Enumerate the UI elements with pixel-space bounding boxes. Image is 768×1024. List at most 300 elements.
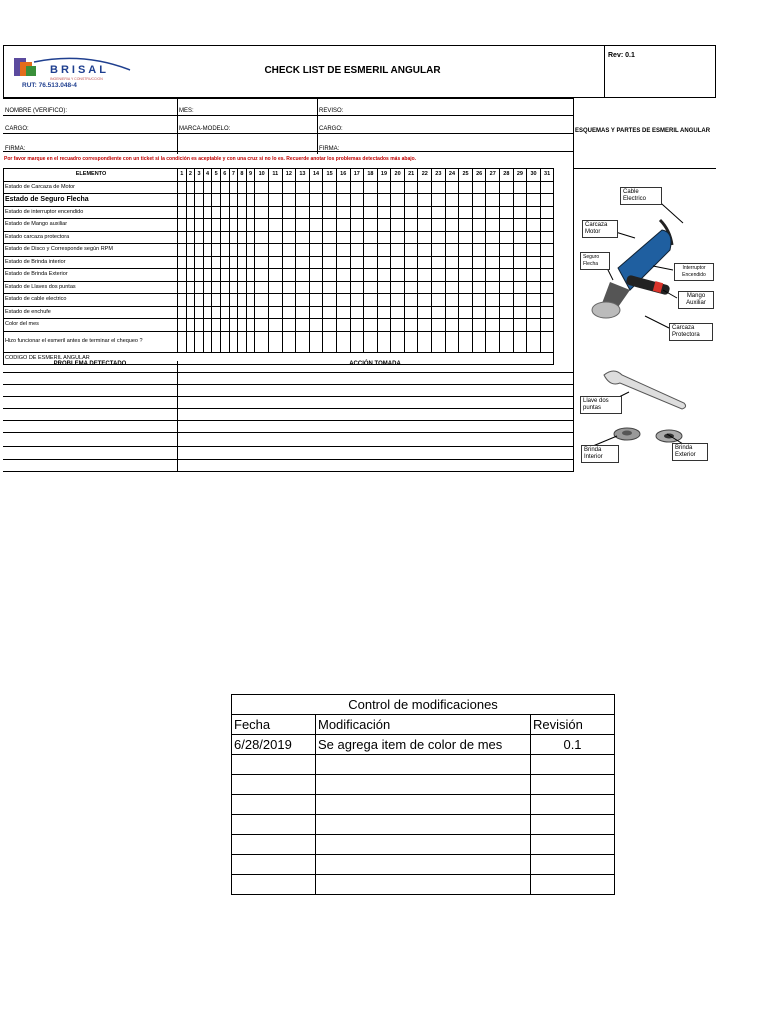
check-cell[interactable] [323,256,337,269]
check-cell[interactable] [472,181,486,194]
check-cell[interactable] [296,194,310,207]
fecha-cell[interactable] [232,755,316,775]
check-cell[interactable] [418,206,432,219]
check-cell[interactable] [195,331,204,352]
check-cell[interactable] [212,244,221,257]
check-cell[interactable] [178,306,187,319]
check-cell[interactable] [540,281,554,294]
check-cell[interactable] [203,306,212,319]
check-cell[interactable] [229,306,238,319]
check-cell[interactable] [513,319,527,332]
check-cell[interactable] [377,194,391,207]
check-cell[interactable] [540,244,554,257]
check-cell[interactable] [309,331,323,352]
check-cell[interactable] [418,244,432,257]
check-cell[interactable] [445,319,459,332]
check-cell[interactable] [186,206,195,219]
check-cell[interactable] [255,256,269,269]
check-cell[interactable] [195,256,204,269]
check-cell[interactable] [255,294,269,307]
check-cell[interactable] [246,231,255,244]
check-cell[interactable] [391,306,405,319]
check-cell[interactable] [309,256,323,269]
check-cell[interactable] [445,294,459,307]
check-cell[interactable] [540,194,554,207]
check-cell[interactable] [323,206,337,219]
check-cell[interactable] [459,219,473,232]
check-cell[interactable] [309,306,323,319]
check-cell[interactable] [445,181,459,194]
check-cell[interactable] [472,269,486,282]
check-cell[interactable] [282,244,296,257]
check-cell[interactable] [513,269,527,282]
check-cell[interactable] [391,181,405,194]
check-cell[interactable] [220,294,229,307]
check-cell[interactable] [229,281,238,294]
check-cell[interactable] [418,331,432,352]
check-cell[interactable] [500,281,514,294]
fecha-cell[interactable] [232,855,316,875]
check-cell[interactable] [296,319,310,332]
check-cell[interactable] [255,219,269,232]
check-cell[interactable] [432,281,446,294]
check-cell[interactable] [212,281,221,294]
check-cell[interactable] [246,294,255,307]
check-cell[interactable] [418,269,432,282]
check-cell[interactable] [246,206,255,219]
check-cell[interactable] [459,194,473,207]
check-cell[interactable] [195,294,204,307]
check-cell[interactable] [391,219,405,232]
check-cell[interactable] [377,231,391,244]
check-cell[interactable] [296,256,310,269]
check-cell[interactable] [238,219,247,232]
check-cell[interactable] [486,256,500,269]
check-cell[interactable] [445,219,459,232]
check-cell[interactable] [238,244,247,257]
check-cell[interactable] [238,181,247,194]
check-cell[interactable] [296,306,310,319]
modificacion-cell[interactable] [316,755,531,775]
check-cell[interactable] [336,194,350,207]
check-cell[interactable] [350,206,364,219]
check-cell[interactable] [203,244,212,257]
check-cell[interactable] [195,206,204,219]
check-cell[interactable] [212,194,221,207]
revision-cell[interactable] [531,755,615,775]
fecha-cell[interactable] [232,795,316,815]
check-cell[interactable] [323,181,337,194]
check-cell[interactable] [418,219,432,232]
check-cell[interactable] [500,319,514,332]
check-cell[interactable] [540,206,554,219]
fecha-cell[interactable] [232,875,316,895]
check-cell[interactable] [404,319,418,332]
check-cell[interactable] [513,231,527,244]
check-cell[interactable] [364,269,378,282]
check-cell[interactable] [255,269,269,282]
check-cell[interactable] [282,194,296,207]
check-cell[interactable] [445,244,459,257]
check-cell[interactable] [486,306,500,319]
check-cell[interactable] [195,319,204,332]
check-cell[interactable] [268,306,282,319]
check-cell[interactable] [186,244,195,257]
check-cell[interactable] [336,244,350,257]
check-cell[interactable] [336,206,350,219]
check-cell[interactable] [336,306,350,319]
check-cell[interactable] [432,181,446,194]
check-cell[interactable] [391,256,405,269]
check-cell[interactable] [364,331,378,352]
check-cell[interactable] [195,269,204,282]
check-cell[interactable] [195,194,204,207]
check-cell[interactable] [391,269,405,282]
check-cell[interactable] [268,194,282,207]
check-cell[interactable] [350,244,364,257]
check-cell[interactable] [377,256,391,269]
check-cell[interactable] [282,256,296,269]
check-cell[interactable] [282,294,296,307]
check-cell[interactable] [296,231,310,244]
check-cell[interactable] [186,269,195,282]
check-cell[interactable] [486,331,500,352]
check-cell[interactable] [220,206,229,219]
check-cell[interactable] [212,219,221,232]
check-cell[interactable] [195,231,204,244]
modificacion-cell[interactable]: Se agrega item de color de mes [316,735,531,755]
check-cell[interactable] [323,194,337,207]
check-cell[interactable] [472,281,486,294]
check-cell[interactable] [513,256,527,269]
check-cell[interactable] [336,319,350,332]
check-cell[interactable] [364,294,378,307]
check-cell[interactable] [404,219,418,232]
check-cell[interactable] [178,219,187,232]
check-cell[interactable] [212,181,221,194]
check-cell[interactable] [203,194,212,207]
check-cell[interactable] [391,294,405,307]
check-cell[interactable] [445,194,459,207]
check-cell[interactable] [212,294,221,307]
check-cell[interactable] [527,294,541,307]
check-cell[interactable] [350,294,364,307]
check-cell[interactable] [296,244,310,257]
check-cell[interactable] [268,319,282,332]
check-cell[interactable] [229,231,238,244]
check-cell[interactable] [336,231,350,244]
check-cell[interactable] [500,331,514,352]
check-cell[interactable] [500,194,514,207]
check-cell[interactable] [486,206,500,219]
check-cell[interactable] [220,244,229,257]
check-cell[interactable] [432,194,446,207]
check-cell[interactable] [238,206,247,219]
check-cell[interactable] [229,244,238,257]
check-cell[interactable] [178,256,187,269]
check-cell[interactable] [282,219,296,232]
check-cell[interactable] [229,206,238,219]
check-cell[interactable] [212,306,221,319]
check-cell[interactable] [323,281,337,294]
check-cell[interactable] [432,219,446,232]
check-cell[interactable] [212,206,221,219]
check-cell[interactable] [212,269,221,282]
check-cell[interactable] [513,294,527,307]
check-cell[interactable] [459,244,473,257]
check-cell[interactable] [186,306,195,319]
check-cell[interactable] [418,231,432,244]
check-cell[interactable] [255,244,269,257]
check-cell[interactable] [203,331,212,352]
check-cell[interactable] [255,281,269,294]
check-cell[interactable] [255,231,269,244]
check-cell[interactable] [350,269,364,282]
check-cell[interactable] [445,256,459,269]
check-cell[interactable] [459,294,473,307]
revision-cell[interactable] [531,815,615,835]
check-cell[interactable] [309,194,323,207]
check-cell[interactable] [364,219,378,232]
check-cell[interactable] [350,256,364,269]
check-cell[interactable] [432,319,446,332]
check-cell[interactable] [404,331,418,352]
check-cell[interactable] [377,331,391,352]
check-cell[interactable] [268,206,282,219]
check-cell[interactable] [220,306,229,319]
check-cell[interactable] [186,294,195,307]
check-cell[interactable] [212,231,221,244]
check-cell[interactable] [178,194,187,207]
check-cell[interactable] [220,181,229,194]
check-cell[interactable] [527,281,541,294]
check-cell[interactable] [195,281,204,294]
check-cell[interactable] [220,331,229,352]
check-cell[interactable] [391,319,405,332]
check-cell[interactable] [296,181,310,194]
revision-cell[interactable] [531,795,615,815]
check-cell[interactable] [377,269,391,282]
check-cell[interactable] [432,331,446,352]
check-cell[interactable] [178,331,187,352]
check-cell[interactable] [377,319,391,332]
check-cell[interactable] [203,181,212,194]
check-cell[interactable] [527,219,541,232]
check-cell[interactable] [513,331,527,352]
check-cell[interactable] [178,206,187,219]
modificacion-cell[interactable] [316,835,531,855]
check-cell[interactable] [309,206,323,219]
check-cell[interactable] [203,281,212,294]
check-cell[interactable] [350,194,364,207]
check-cell[interactable] [212,256,221,269]
check-cell[interactable] [323,294,337,307]
check-cell[interactable] [203,231,212,244]
check-cell[interactable] [246,181,255,194]
check-cell[interactable] [246,219,255,232]
check-cell[interactable] [459,269,473,282]
check-cell[interactable] [309,319,323,332]
check-cell[interactable] [364,281,378,294]
check-cell[interactable] [203,219,212,232]
check-cell[interactable] [336,331,350,352]
check-cell[interactable] [268,181,282,194]
check-cell[interactable] [282,269,296,282]
check-cell[interactable] [377,181,391,194]
check-cell[interactable] [472,194,486,207]
check-cell[interactable] [472,219,486,232]
check-cell[interactable] [238,281,247,294]
revision-cell[interactable]: 0.1 [531,735,615,755]
check-cell[interactable] [178,269,187,282]
check-cell[interactable] [268,231,282,244]
check-cell[interactable] [255,319,269,332]
check-cell[interactable] [391,244,405,257]
check-cell[interactable] [255,331,269,352]
check-cell[interactable] [513,194,527,207]
check-cell[interactable] [486,294,500,307]
check-cell[interactable] [246,269,255,282]
check-cell[interactable] [459,306,473,319]
check-cell[interactable] [513,181,527,194]
check-cell[interactable] [445,306,459,319]
check-cell[interactable] [178,231,187,244]
check-cell[interactable] [404,306,418,319]
check-cell[interactable] [404,231,418,244]
check-cell[interactable] [445,331,459,352]
check-cell[interactable] [527,206,541,219]
check-cell[interactable] [268,219,282,232]
check-cell[interactable] [323,319,337,332]
check-cell[interactable] [268,331,282,352]
check-cell[interactable] [186,194,195,207]
check-cell[interactable] [459,231,473,244]
check-cell[interactable] [527,269,541,282]
check-cell[interactable] [418,294,432,307]
check-cell[interactable] [364,231,378,244]
check-cell[interactable] [364,319,378,332]
check-cell[interactable] [255,181,269,194]
check-cell[interactable] [527,244,541,257]
check-cell[interactable] [527,194,541,207]
check-cell[interactable] [500,306,514,319]
check-cell[interactable] [229,294,238,307]
check-cell[interactable] [268,256,282,269]
check-cell[interactable] [459,256,473,269]
check-cell[interactable] [282,319,296,332]
check-cell[interactable] [309,219,323,232]
check-cell[interactable] [178,281,187,294]
check-cell[interactable] [203,319,212,332]
modificacion-cell[interactable] [316,795,531,815]
check-cell[interactable] [377,306,391,319]
check-cell[interactable] [268,269,282,282]
revision-cell[interactable] [531,835,615,855]
check-cell[interactable] [364,181,378,194]
check-cell[interactable] [377,294,391,307]
check-cell[interactable] [486,181,500,194]
check-cell[interactable] [540,331,554,352]
check-cell[interactable] [418,256,432,269]
check-cell[interactable] [527,181,541,194]
check-cell[interactable] [309,294,323,307]
check-cell[interactable] [203,269,212,282]
check-cell[interactable] [377,281,391,294]
check-cell[interactable] [336,256,350,269]
check-cell[interactable] [255,194,269,207]
check-cell[interactable] [364,194,378,207]
check-cell[interactable] [178,319,187,332]
check-cell[interactable] [238,269,247,282]
check-cell[interactable] [336,269,350,282]
check-cell[interactable] [296,331,310,352]
check-cell[interactable] [432,306,446,319]
check-cell[interactable] [540,294,554,307]
check-cell[interactable] [486,269,500,282]
check-cell[interactable] [445,206,459,219]
check-cell[interactable] [309,181,323,194]
check-cell[interactable] [540,181,554,194]
check-cell[interactable] [472,331,486,352]
check-cell[interactable] [238,319,247,332]
check-cell[interactable] [296,294,310,307]
check-cell[interactable] [527,306,541,319]
check-cell[interactable] [323,219,337,232]
check-cell[interactable] [513,219,527,232]
check-cell[interactable] [500,244,514,257]
check-cell[interactable] [404,206,418,219]
check-cell[interactable] [500,231,514,244]
check-cell[interactable] [238,331,247,352]
check-cell[interactable] [500,256,514,269]
check-cell[interactable] [350,219,364,232]
check-cell[interactable] [296,281,310,294]
check-cell[interactable] [229,319,238,332]
check-cell[interactable] [212,319,221,332]
check-cell[interactable] [391,194,405,207]
check-cell[interactable] [364,306,378,319]
check-cell[interactable] [323,244,337,257]
check-cell[interactable] [238,231,247,244]
check-cell[interactable] [364,206,378,219]
check-cell[interactable] [186,331,195,352]
check-cell[interactable] [178,244,187,257]
check-cell[interactable] [472,319,486,332]
check-cell[interactable] [432,294,446,307]
check-cell[interactable] [404,269,418,282]
check-cell[interactable] [404,244,418,257]
check-cell[interactable] [445,281,459,294]
check-cell[interactable] [336,219,350,232]
fecha-cell[interactable] [232,815,316,835]
check-cell[interactable] [309,269,323,282]
check-cell[interactable] [500,269,514,282]
check-cell[interactable] [377,206,391,219]
fecha-cell[interactable]: 6/28/2019 [232,735,316,755]
check-cell[interactable] [220,231,229,244]
check-cell[interactable] [268,281,282,294]
check-cell[interactable] [195,219,204,232]
revision-cell[interactable] [531,775,615,795]
check-cell[interactable] [486,194,500,207]
check-cell[interactable] [255,306,269,319]
check-cell[interactable] [459,181,473,194]
check-cell[interactable] [336,281,350,294]
check-cell[interactable] [220,256,229,269]
check-cell[interactable] [540,231,554,244]
check-cell[interactable] [500,219,514,232]
check-cell[interactable] [203,256,212,269]
